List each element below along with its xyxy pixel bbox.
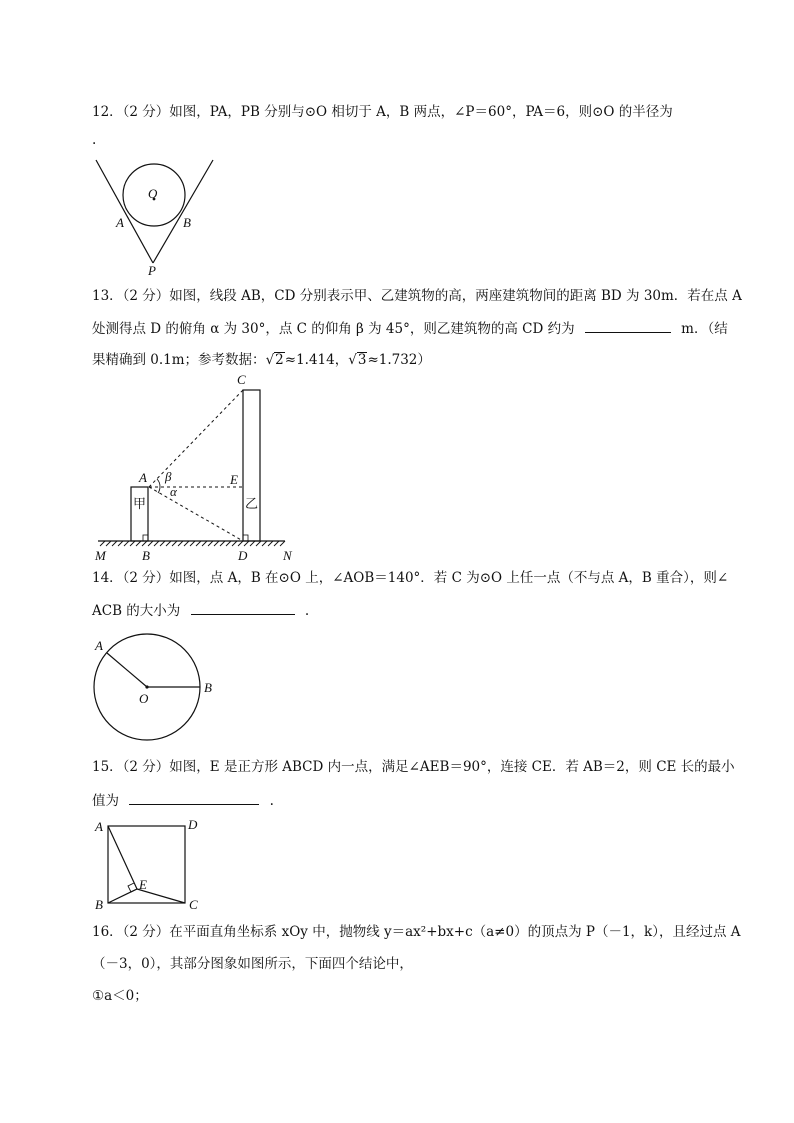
q14-text-line2a: ACB 的大小为 [92,603,181,619]
q14-label-o: O [139,691,149,706]
q13-sqrt2: 2 [275,352,284,368]
q15-label-a: A [95,819,103,834]
q13-label-e: E [230,472,238,487]
q15-label-e: E [139,877,147,892]
q13-sqrt3: 3 [357,352,367,368]
q14-text-line2b: . [304,603,310,619]
q15-label-c: C [189,897,198,912]
q13-label-jia: 甲 [133,496,147,511]
q13-text-line2a: 处测得点 D 的俯角 α 为 30°，点 C 的仰角 β 为 45°，则乙建筑物的高 CD 约为 [92,321,575,337]
q13-label-n: N [283,548,292,563]
q15-label-b: B [95,897,103,912]
q13-label-b: B [142,548,150,563]
q12-text-line2: . [92,132,97,148]
q13-text-line2b: m．（结 [681,321,728,337]
q13-label-a: A [139,470,147,485]
q12-label-o: O [148,186,158,201]
q13-label-c: C [237,372,246,387]
q13-text-line1: 13．（2 分）如图，线段 AB，CD 分别表示甲、乙建筑物的高，两座建筑物间的距离 BD 为 30m．若在点 A [92,288,742,304]
q15-text-line2a: 值为 [92,793,119,809]
q15-text-line1: 15．（2 分）如图，E 是正方形 ABCD 内一点，满足∠AEB＝90°，连接 CE．若 AB＝2，则 CE 长的最小 [92,759,735,775]
q13-text-line3: 果精确到 0.1m；参考数据：√2≈1.414，√3≈1.732） [92,352,431,368]
q13-text-line3a: 果精确到 0.1m；参考数据： [92,352,266,368]
q15-text-line2b: . [269,793,274,809]
q14-text-line1: 14．（2 分）如图，点 A，B 在⊙O 上，∠AOB＝140°．若 C 为⊙O 上任一点（不与点 A，B 重合），则∠ [92,570,729,586]
q15-segment-ae [108,826,137,889]
q15-label-d: D [188,817,198,832]
q16-text-line2: （－3，0），其部分图象如图所示，下面四个结论中， [92,956,413,972]
q13-label-alpha: α [170,484,177,499]
q13-label-d: D [238,548,248,563]
q12-label-a: A [116,215,124,230]
q16-text-line1: 16．（2 分）在平面直角坐标系 xOy 中，抛物线 y＝ax²+bx+c（a≠0）的顶点为 P（－1，k），且经过点 A [92,924,741,940]
q12-text-line1: 12．（2 分）如图，PA，PB 分别与⊙O 相切于 A，B 两点，∠P＝60°，PA＝6，则⊙O 的半径为 [92,104,673,120]
q14-label-b: B [204,680,212,695]
q12-label-b: B [183,215,191,230]
q14-label-a: A [95,638,103,653]
q13-label-m: M [95,548,106,563]
q13-approx2: ≈1.414， [284,352,349,368]
q13-approx3: ≈1.732） [367,352,431,368]
q12-label-p: P [148,263,156,278]
q16-item-1: ①a＜0； [92,988,148,1004]
q13-label-beta: β [165,469,172,484]
q13-label-yi: 乙 [245,496,259,511]
